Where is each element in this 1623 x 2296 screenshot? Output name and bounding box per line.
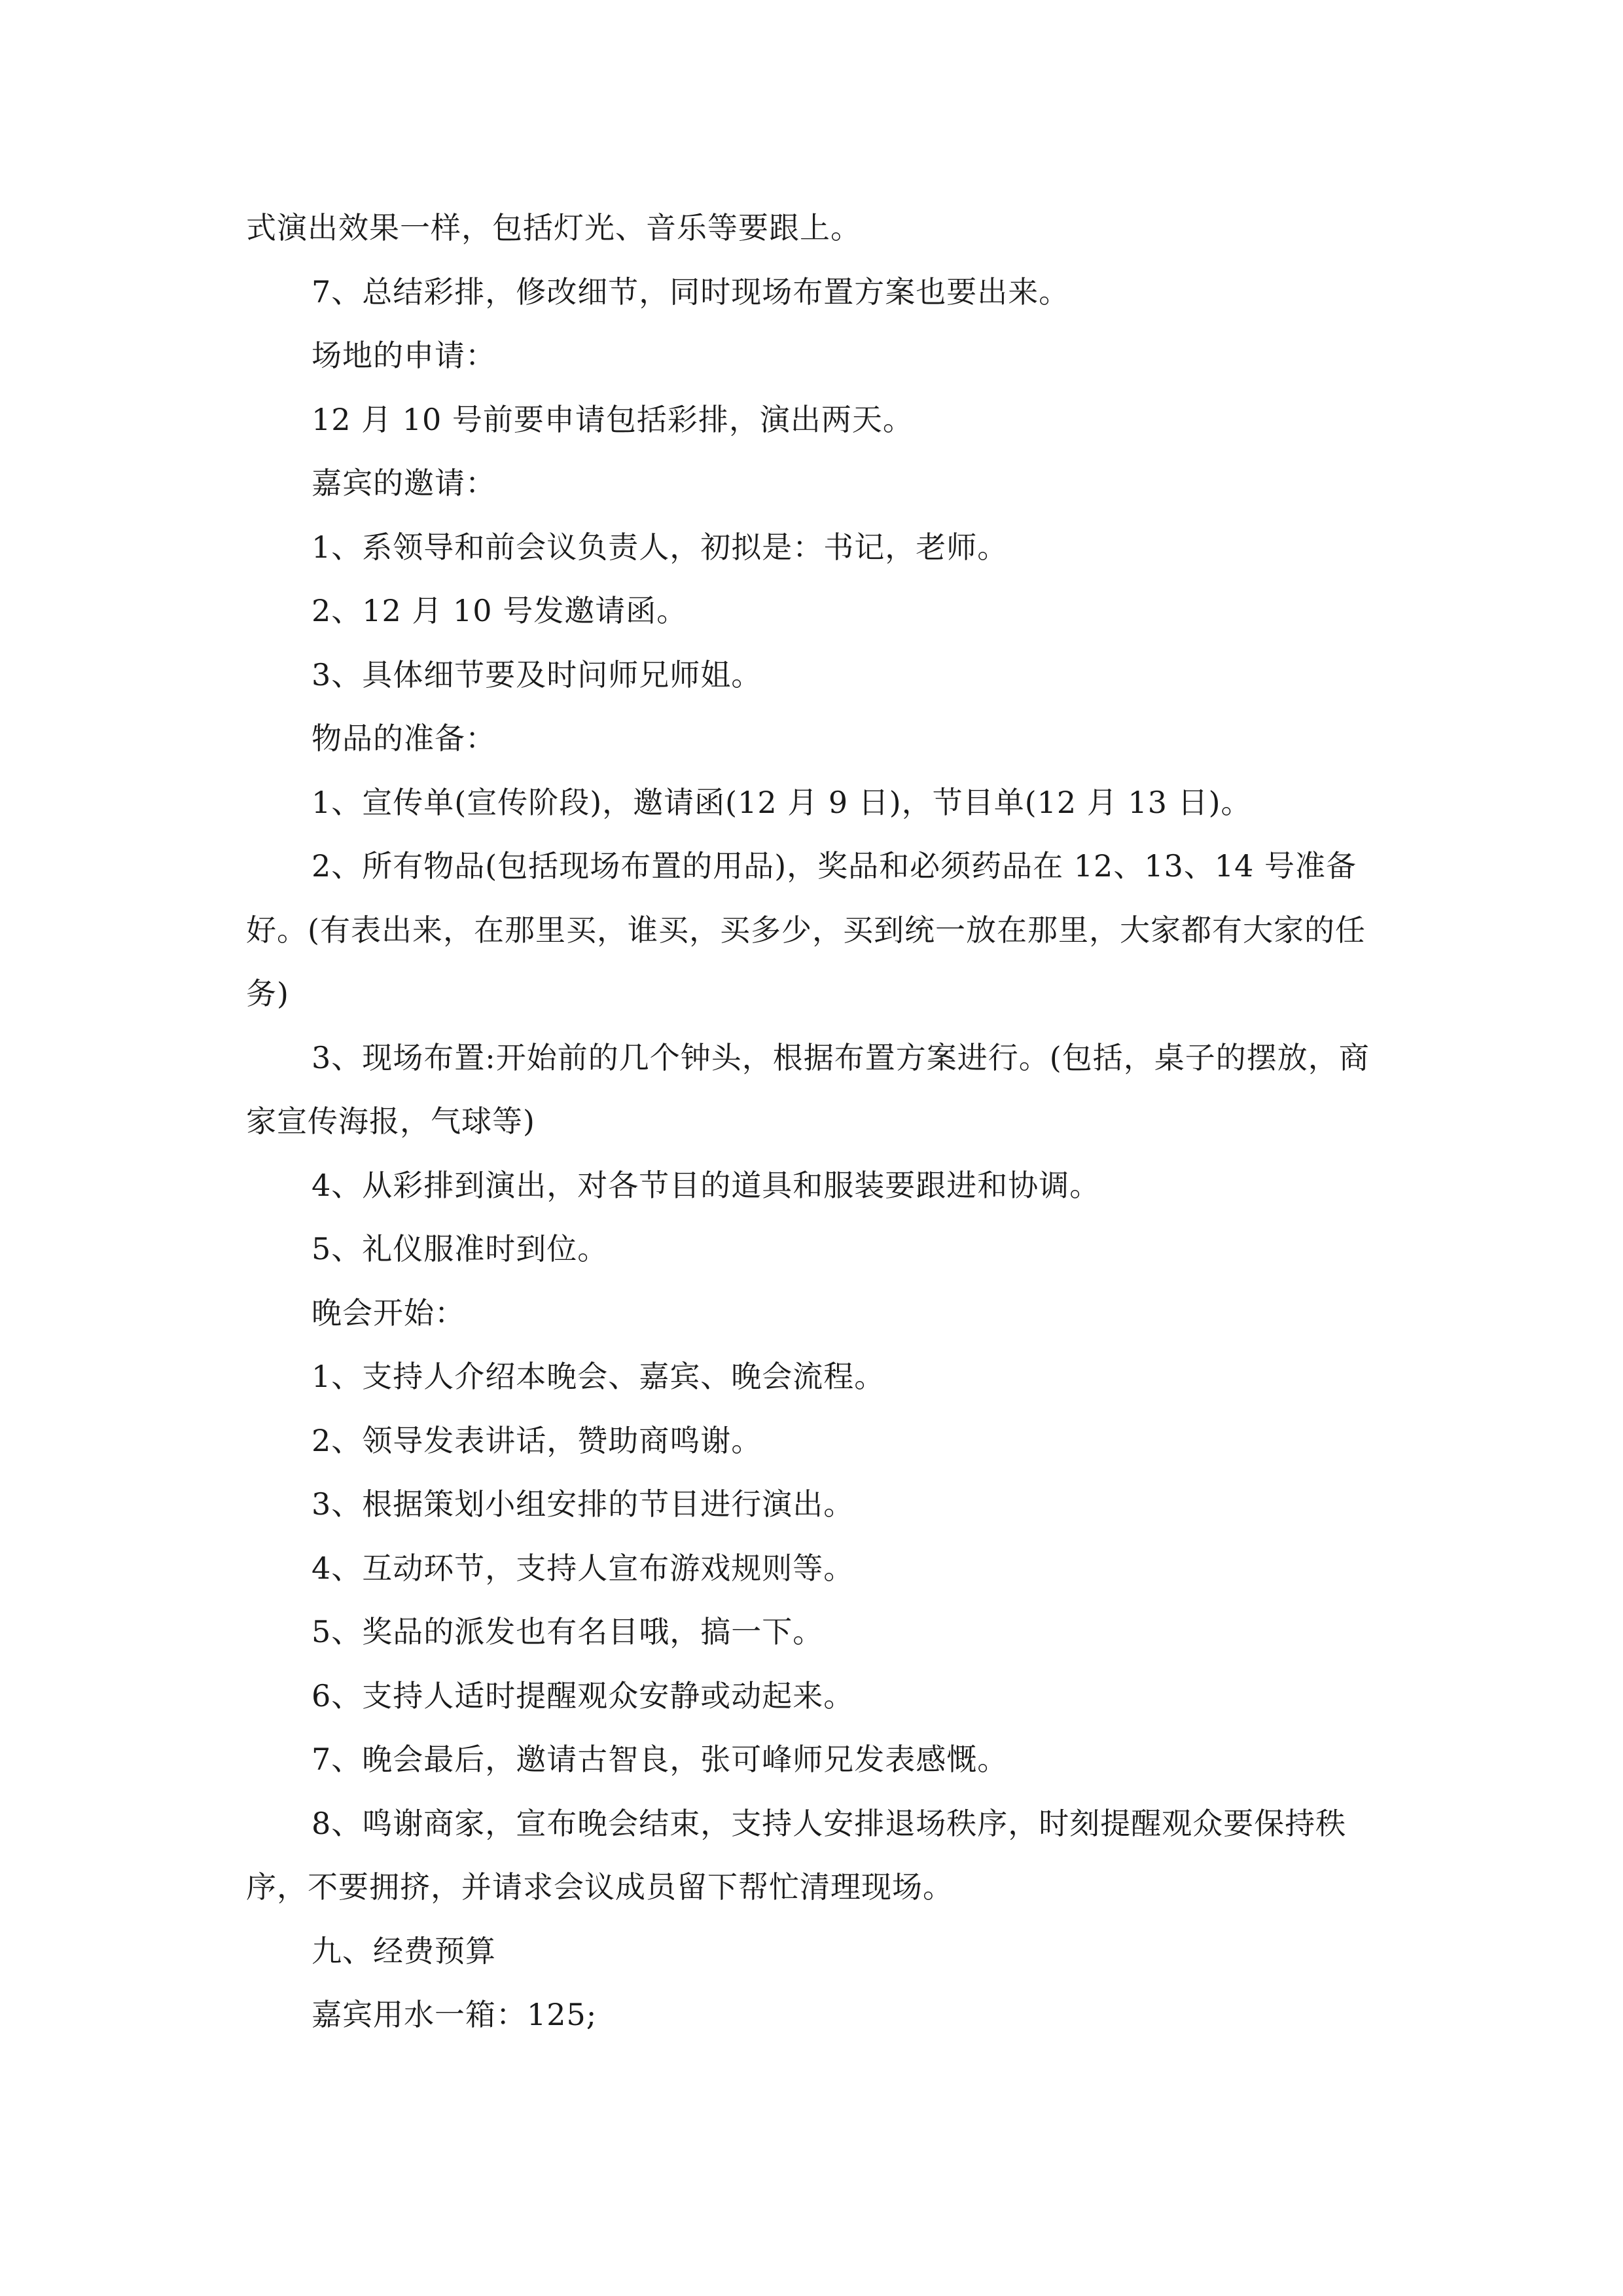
section-heading: 场地的申请： bbox=[312, 338, 496, 373]
paragraph: 式演出效果一样，包括灯光、音乐等要跟上。 bbox=[246, 210, 861, 245]
list-item: 4、互动环节，支持人宣布游戏规则等。 bbox=[312, 1550, 855, 1586]
section-heading: 九、经费预算 bbox=[312, 1933, 496, 1969]
list-item: 1、系领导和前会议负责人，初拟是：书记，老师。 bbox=[312, 529, 1008, 565]
list-item: 7、晚会最后，邀请古智良，张可峰师兄发表感慨。 bbox=[312, 1742, 1008, 1777]
list-item: 1、宣传单(宣传阶段)，邀请函(12 月 9 日)，节目单(12 月 13 日)。 bbox=[312, 784, 1252, 820]
list-item: 8、鸣谢商家，宣布晚会结束，支持人安排退场秩序，时刻提醒观众要保持秩序，不要拥挤，并请求会议成员留下帮忙清理现场。 bbox=[246, 1805, 1347, 1905]
list-item: 2、领导发表讲话，赞助商鸣谢。 bbox=[312, 1422, 762, 1458]
budget-item: 嘉宾用水一箱：125; bbox=[312, 1997, 597, 2032]
list-item: 4、从彩排到演出，对各节目的道具和服装要跟进和协调。 bbox=[312, 1167, 1101, 1203]
section-heading: 嘉宾的邀请： bbox=[312, 465, 496, 501]
list-item: 2、所有物品(包括现场布置的用品)，奖品和必须药品在 12、13、14 号准备好。(有表出来，在那里买，谁买，买多少，买到统一放在那里，大家都有大家的任务) bbox=[246, 848, 1366, 1011]
document-body bbox=[246, 196, 1385, 2047]
list-item: 6、支持人适时提醒观众安静或动起来。 bbox=[312, 1677, 855, 1713]
list-item: 3、具体细节要及时问师兄师姐。 bbox=[312, 656, 762, 692]
list-item: 5、礼仪服准时到位。 bbox=[312, 1231, 609, 1266]
list-item: 3、根据策划小组安排的节目进行演出。 bbox=[312, 1486, 855, 1522]
paragraph: 7、总结彩排，修改细节，同时现场布置方案也要出来。 bbox=[312, 274, 1070, 310]
paragraph: 12 月 10 号前要申请包括彩排，演出两天。 bbox=[312, 401, 914, 437]
list-item: 1、支持人介绍本晚会、嘉宾、晚会流程。 bbox=[312, 1359, 885, 1394]
section-heading: 晚会开始： bbox=[312, 1295, 465, 1331]
list-item: 2、12 月 10 号发邀请函。 bbox=[312, 593, 688, 628]
section-heading: 物品的准备： bbox=[312, 721, 496, 756]
list-item: 3、现场布置:开始前的几个钟头，根据布置方案进行。(包括，桌子的摆放，商家宣传海报，气球等) bbox=[246, 1039, 1370, 1139]
list-item: 5、奖品的派发也有名目哦，搞一下。 bbox=[312, 1614, 824, 1649]
